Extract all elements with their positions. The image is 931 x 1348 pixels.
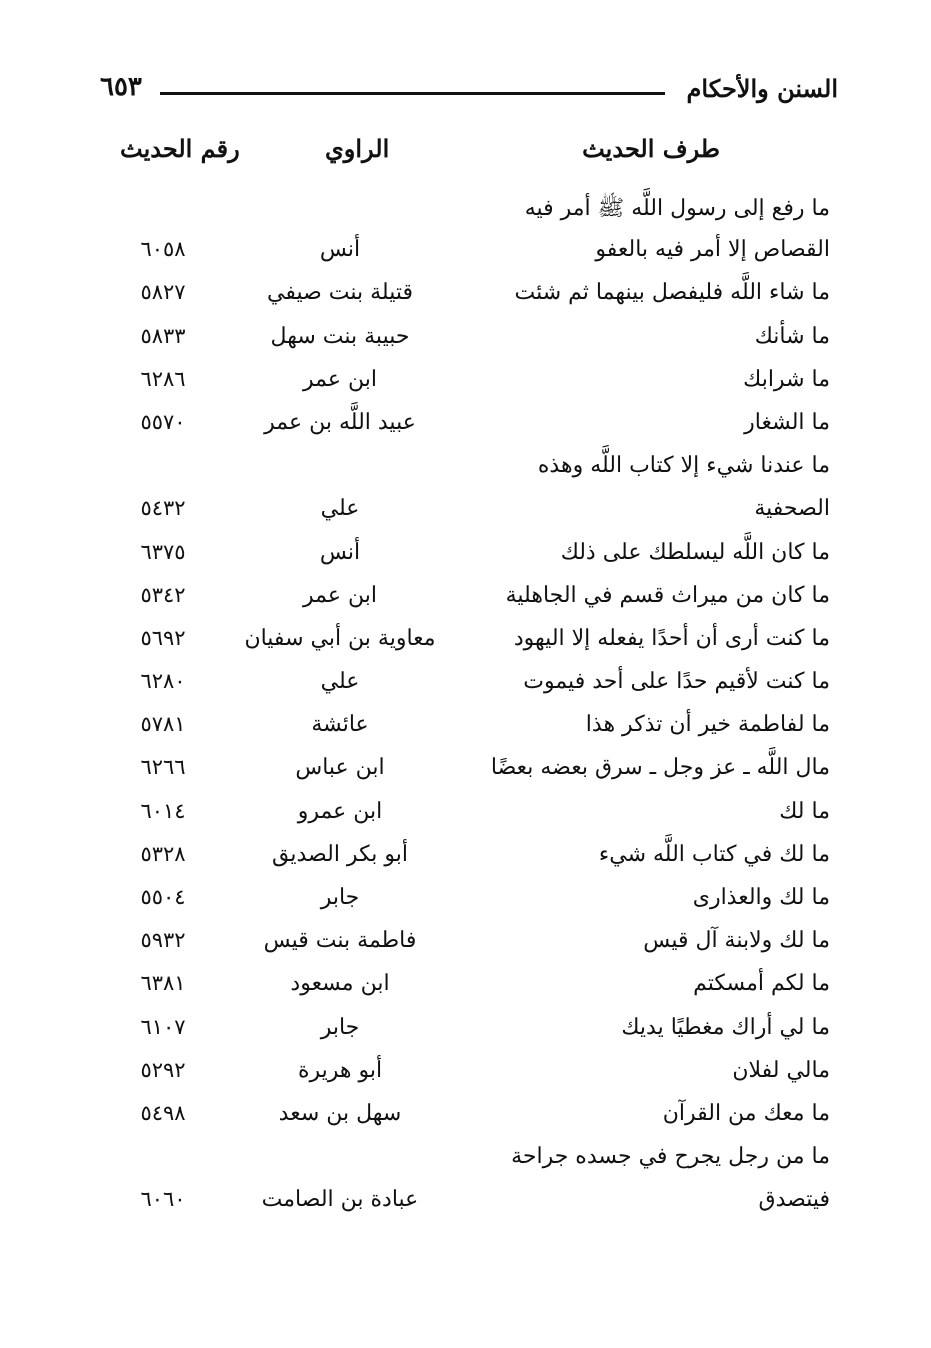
hadith-opening: ما شرابك (743, 366, 830, 392)
narrator: حبيبة بنت سهل (270, 323, 410, 349)
narrator: ابن مسعود (290, 971, 390, 997)
hadith-opening: ما لك في كتاب اللَّه شيء (598, 841, 830, 867)
narrator: ابن عمرو (297, 798, 383, 824)
index-row (100, 320, 830, 363)
index-row (100, 708, 830, 751)
hadith-number: ٥٣٤٢ (140, 582, 186, 607)
hadith-opening: ما لك والعذارى (692, 885, 830, 910)
hadith-number: ٥٧٨١ (140, 712, 186, 737)
hadith-opening: ما كنت لأقيم حدًا على أحد فيموت (523, 669, 830, 695)
narrator: أبو هريرة (297, 1057, 383, 1083)
index-row (100, 276, 830, 319)
index-row (100, 665, 830, 708)
narrator: علي (320, 496, 360, 522)
hadith-opening: الصحفية (754, 496, 830, 522)
narrator: جابر (320, 1014, 360, 1040)
narrator: قتيلة بنت صيفي (266, 280, 413, 306)
hadith-number: ٦٠١٤ (140, 798, 186, 823)
narrator: عبادة بن الصامت (261, 1187, 419, 1213)
hadith-opening: ما كان من ميراث قسم في الجاهلية (505, 582, 830, 608)
hadith-number: ٥٦٩٢ (140, 625, 186, 650)
hadith-number: ٥٤٩٨ (140, 1100, 186, 1125)
index-row (100, 449, 830, 492)
hadith-number: ٥٥٧٠ (140, 409, 186, 434)
running-head (100, 72, 838, 116)
index-row (100, 795, 830, 838)
hadith-opening: ما كنت أرى أن أحدًا يفعله إلا اليهود (513, 625, 830, 651)
hadith-opening: ما لك ولابنة آل قيس (643, 928, 830, 954)
index-row (100, 751, 830, 794)
hadith-number: ٥٨٢٧ (140, 280, 186, 305)
index-row (100, 190, 830, 233)
page-number: ٦٥٣ (100, 72, 142, 102)
index-row (100, 967, 830, 1010)
hadith-index-list (100, 190, 830, 1227)
hadith-opening: ما عندنا شيء إلا كتاب اللَّه وهذه (537, 453, 830, 479)
hadith-opening: القصاص إلا أمر فيه بالعفو (595, 237, 830, 263)
narrator: سهل بن سعد (278, 1100, 402, 1126)
index-row (100, 1097, 830, 1140)
hadith-number: ٦٣٨١ (140, 971, 186, 996)
hadith-opening: مالي لفلان (732, 1057, 830, 1083)
hadith-number: ٦٣٧٥ (140, 539, 186, 564)
hadith-opening: ما لكم أمسكتم (693, 971, 830, 997)
index-row (100, 406, 830, 449)
hadith-opening: ما كان اللَّه ليسلطك على ذلك (560, 539, 830, 565)
column-header-hadith-number: رقم الحديث (120, 134, 240, 163)
narrator: ابن عمر (303, 366, 377, 392)
column-header-hadith-opening: طرف الحديث (582, 134, 720, 163)
hadith-number: ٥٥٠٤ (140, 885, 186, 909)
narrator: معاوية بن أبي سفيان (244, 625, 436, 651)
narrator: علي (320, 669, 360, 695)
index-row (100, 536, 830, 579)
hadith-opening: ما من رجل يجرح في جسده جراحة (511, 1144, 830, 1170)
hadith-number: ٥٩٣٢ (140, 928, 186, 953)
hadith-opening: ما الشغار (744, 409, 830, 435)
hadith-number: ٦٢٨٠ (140, 669, 186, 694)
index-row (100, 579, 830, 622)
hadith-number: ٥٤٣٢ (140, 496, 186, 521)
hadith-number: ٦٠٦٠ (140, 1187, 186, 1212)
narrator: عبيد اللَّه بن عمر (264, 409, 416, 435)
index-row (100, 838, 830, 881)
column-headers (100, 134, 830, 174)
hadith-opening: ما شاء اللَّه فليفصل بينهما ثم شئت (514, 280, 830, 306)
hadith-opening: ما لك (779, 798, 830, 824)
hadith-opening: ما لفاطمة خير أن تذكر هذا (585, 712, 830, 738)
index-row (100, 881, 830, 924)
index-row (100, 363, 830, 406)
narrator: أنس (319, 539, 361, 565)
narrator: فاطمة بنت قيس (263, 928, 417, 954)
index-row (100, 1054, 830, 1097)
index-row (100, 622, 830, 665)
hadith-opening: ما شأنك (754, 323, 830, 349)
column-header-narrator: الراوي (325, 134, 390, 163)
hadith-opening: فيتصدق (758, 1187, 830, 1213)
hadith-opening: ما معك من القرآن (662, 1100, 830, 1126)
hadith-number: ٦٢٨٦ (140, 366, 186, 391)
narrator: جابر (320, 885, 360, 910)
hadith-number: ٥٨٣٣ (140, 323, 186, 348)
index-row (100, 233, 830, 276)
running-head-title: السنن والأحكام (686, 74, 838, 103)
hadith-opening: مال اللَّه ـ عز وجل ـ سرق بعضه بعضًا (490, 755, 830, 781)
hadith-opening: ما لي أراك مغطيًا يديك (621, 1014, 830, 1040)
index-row (100, 492, 830, 535)
narrator: أنس (319, 237, 361, 263)
hadith-number: ٦١٠٧ (140, 1014, 186, 1039)
hadith-opening: ما رفع إلى رسول اللَّه ﷺ أمر فيه (524, 196, 830, 221)
hadith-number: ٦٢٦٦ (140, 755, 186, 780)
narrator: ابن عمر (303, 582, 377, 608)
hadith-number: ٥٣٢٨ (140, 841, 186, 866)
header-rule (160, 92, 665, 95)
index-row (100, 1183, 830, 1226)
hadith-number: ٦٠٥٨ (140, 237, 186, 262)
narrator: أبو بكر الصديق (272, 841, 408, 867)
index-row (100, 1140, 830, 1183)
narrator: عائشة (311, 712, 369, 738)
hadith-number: ٥٢٩٢ (140, 1057, 186, 1082)
index-row (100, 1011, 830, 1054)
narrator: ابن عباس (295, 755, 385, 781)
index-row (100, 924, 830, 967)
